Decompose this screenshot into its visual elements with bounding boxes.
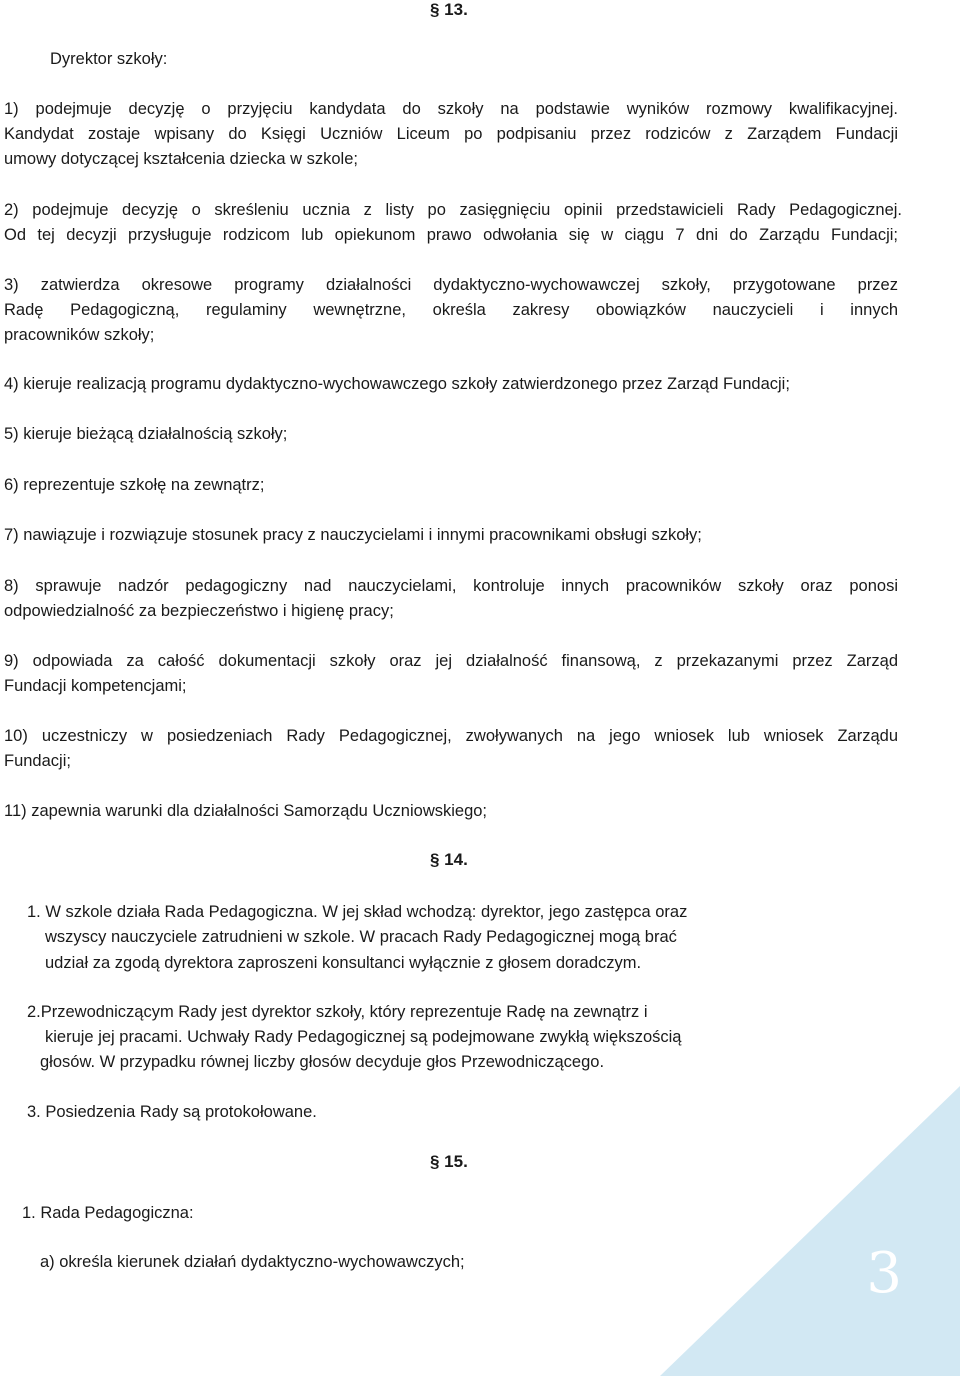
item-10-line-1: 10) uczestniczy w posiedzeniach Rady Pedagogicznej, zwoływanych na jego wniosek lub wniosek Zarządu <box>4 727 898 745</box>
section-heading-15: § 15. <box>430 1152 468 1171</box>
item-1-line-3: umowy dotyczącej kształcenia dziecka w szkole; <box>4 150 358 168</box>
section-heading-14: § 14. <box>430 850 468 869</box>
item-7: 7) nawiązuje i rozwiązuje stosunek pracy z nauczycielami i innymi pracownikami obsługi szkoły; <box>4 526 702 544</box>
item-2-line-2: Od tej decyzji przysługuje rodzicom lub opiekunom prawo odwołania się w ciągu 7 dni do Zarządu Fundacji; <box>4 226 898 244</box>
s14-item-3: 3. Posiedzenia Rady są protokołowane. <box>27 1103 317 1121</box>
page-number: 3 <box>866 1241 902 1306</box>
s15-item-1: 1. Rada Pedagogiczna: <box>22 1204 194 1222</box>
s14-item-1-line-2: wszyscy nauczyciele zatrudnieni w szkole. W pracach Rady Pedagogicznej mogą brać <box>45 928 677 946</box>
item-10-line-2: Fundacji; <box>4 752 71 770</box>
s14-item-2-line-1: 2.Przewodniczącym Rady jest dyrektor szkoły, który reprezentuje Radę na zewnątrz i <box>27 1003 648 1021</box>
s14-item-1-line-3: udział za zgodą dyrektora zaproszeni konsultanci wyłącznie z głosem doradczym. <box>45 954 642 972</box>
item-8-line-2: odpowiedzialność za bezpieczeństwo i higienę pracy; <box>4 602 394 620</box>
item-3-line-1: 3) zatwierdza okresowe programy działalności dydaktyczno-wychowawczej szkoły, przygotowane przez <box>4 276 898 294</box>
item-9-line-1: 9) odpowiada za całość dokumentacji szkoły oraz jej działalność finansową, z przekazanymi przez Zarząd <box>4 652 898 670</box>
item-2-line-1: 2) podejmuje decyzję o skreśleniu ucznia z listy po zasięgnięciu opinii przedstawicieli Rady Pedagogicznej. <box>4 201 902 219</box>
item-4: 4) kieruje realizacją programu dydaktyczno-wychowawczego szkoły zatwierdzonego przez Zarząd Fundacji; <box>4 375 790 393</box>
section-heading-13: § 13. <box>430 0 468 19</box>
item-3-line-3: pracowników szkoły; <box>4 326 155 344</box>
item-5: 5) kieruje bieżącą działalnością szkoły; <box>4 425 288 443</box>
item-1-line-2: Kandydat zostaje wpisany do Księgi Uczniów Liceum po podpisaniu przez rodziców z Zarządem Fundacji <box>4 125 898 143</box>
s15-item-a: a) określa kierunek działań dydaktyczno-wychowawczych; <box>40 1253 465 1271</box>
intro-director: Dyrektor szkoły: <box>50 50 168 68</box>
item-9-line-2: Fundacji kompetencjami; <box>4 677 187 695</box>
s14-item-2-line-2: kieruje jej pracami. Uchwały Rady Pedagogicznej są podejmowane zwykłą większością <box>45 1028 682 1046</box>
s14-item-2-line-3: głosów. W przypadku równej liczby głosów decyduje głos Przewodniczącego. <box>40 1053 605 1071</box>
item-6: 6) reprezentuje szkołę na zewnątrz; <box>4 476 265 494</box>
item-1-line-1: 1) podejmuje decyzję o przyjęciu kandydata do szkoły na podstawie wyników rozmowy kwalifikacyjnej. <box>4 100 898 118</box>
s14-item-1-line-1: 1. W szkole działa Rada Pedagogiczna. W jej skład wchodzą: dyrektor, jego zastępca oraz <box>27 903 688 921</box>
item-11: 11) zapewnia warunki dla działalności Samorządu Uczniowskiego; <box>4 802 488 820</box>
item-3-line-2: Radę Pedagogiczną, regulaminy wewnętrzne, określa zakresy obowiązków nauczycieli i innych <box>4 301 898 319</box>
item-8-line-1: 8) sprawuje nadzór pedagogiczny nad nauczycielami, kontroluje innych pracowników szkoły oraz ponosi <box>4 577 898 595</box>
page-corner-decoration <box>660 1086 960 1376</box>
